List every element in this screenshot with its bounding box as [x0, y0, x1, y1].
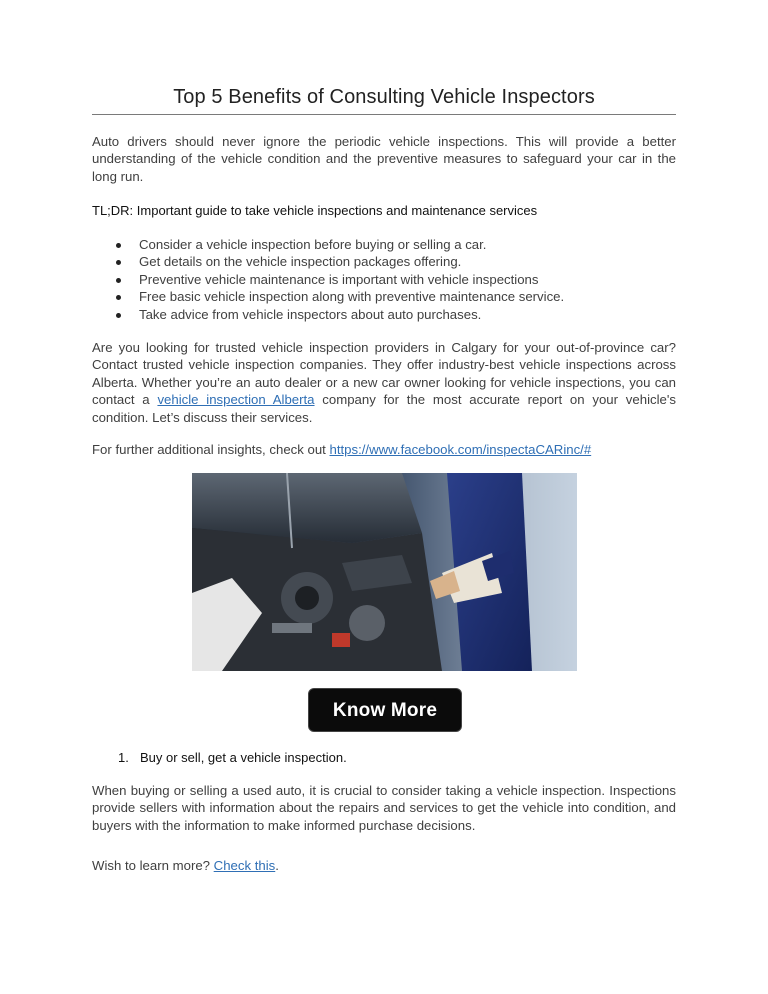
list-item	[92, 271, 564, 288]
check-this-link[interactable]: Check this	[213, 858, 276, 873]
bullet-icon	[116, 278, 121, 283]
bullet-icon	[116, 243, 121, 248]
providers-paragraph	[92, 339, 676, 426]
intro-paragraph: Auto drivers should never ignore the periodic vehicle inspections. This will provide a better understanding of the vehicle condition and the preventive measures to safeguard your car in the long run.	[92, 134, 676, 184]
benefits-list	[92, 236, 564, 323]
section-heading-suffix: .	[343, 750, 347, 765]
list-item-text: Get details on the vehicle inspection packages offering.	[139, 254, 462, 270]
car-engine-photo-icon	[192, 473, 577, 671]
list-item	[92, 236, 564, 253]
tldr-heading: TL;DR: Important guide to take vehicle inspections and maintenance services	[92, 203, 538, 218]
list-item-text: Preventive vehicle maintenance is important with vehicle inspections	[139, 271, 539, 287]
buy-sell-paragraph: When buying or selling a used auto, it is crucial to consider taking a vehicle inspection. Inspections provide sellers with information about the repairs and services to get the vehicle into condition, and buyers with the information to make informed purchase decisions.	[92, 783, 676, 833]
providers-text-after: company for the most accurate report on your vehicle's condition. Let’s discuss their services.	[92, 392, 676, 425]
list-item	[92, 288, 564, 305]
learn-more-paragraph	[92, 857, 676, 874]
list-item-text: Consider a vehicle inspection before buying or selling a car.	[139, 237, 487, 252]
bullet-icon	[116, 313, 121, 318]
facebook-link[interactable]: https://www.facebook.com/inspectaCARinc/#	[329, 442, 592, 457]
know-more-button[interactable]: Know More	[308, 688, 462, 732]
providers-text-before: Are you looking for trusted vehicle inspection providers in Calgary for your out-of-province car? Contact trusted vehicle inspection companies. They offer industry-best vehicle inspections across Alberta. Whether you’re an auto dealer or a new car owner looking for vehicle inspections, you can contact a	[92, 340, 676, 408]
learn-more-suffix: .	[275, 858, 279, 873]
section-number: 1.	[118, 750, 129, 765]
learn-more-text: Wish to learn more?	[92, 858, 214, 873]
mechanic-inspection-image	[192, 473, 577, 671]
bullet-icon	[116, 260, 121, 265]
list-item-text: Take advice from vehicle inspectors about auto purchases.	[139, 306, 482, 322]
section-heading-buy-or-sell	[118, 750, 347, 765]
bullet-icon	[116, 295, 121, 300]
insights-paragraph	[92, 441, 676, 458]
page-title: Top 5 Benefits of Consulting Vehicle Inspectors	[173, 86, 595, 108]
list-item-text: Free basic vehicle inspection along with preventive maintenance service.	[139, 289, 565, 305]
title-divider	[92, 114, 676, 115]
list-item	[92, 253, 564, 270]
list-item	[92, 306, 564, 323]
vehicle-inspection-alberta-link[interactable]: vehicle inspection Alberta	[157, 392, 315, 408]
insights-text: For further additional insights, check out	[92, 442, 330, 457]
section-heading-text: Buy or sell, get a vehicle inspection	[140, 750, 344, 765]
